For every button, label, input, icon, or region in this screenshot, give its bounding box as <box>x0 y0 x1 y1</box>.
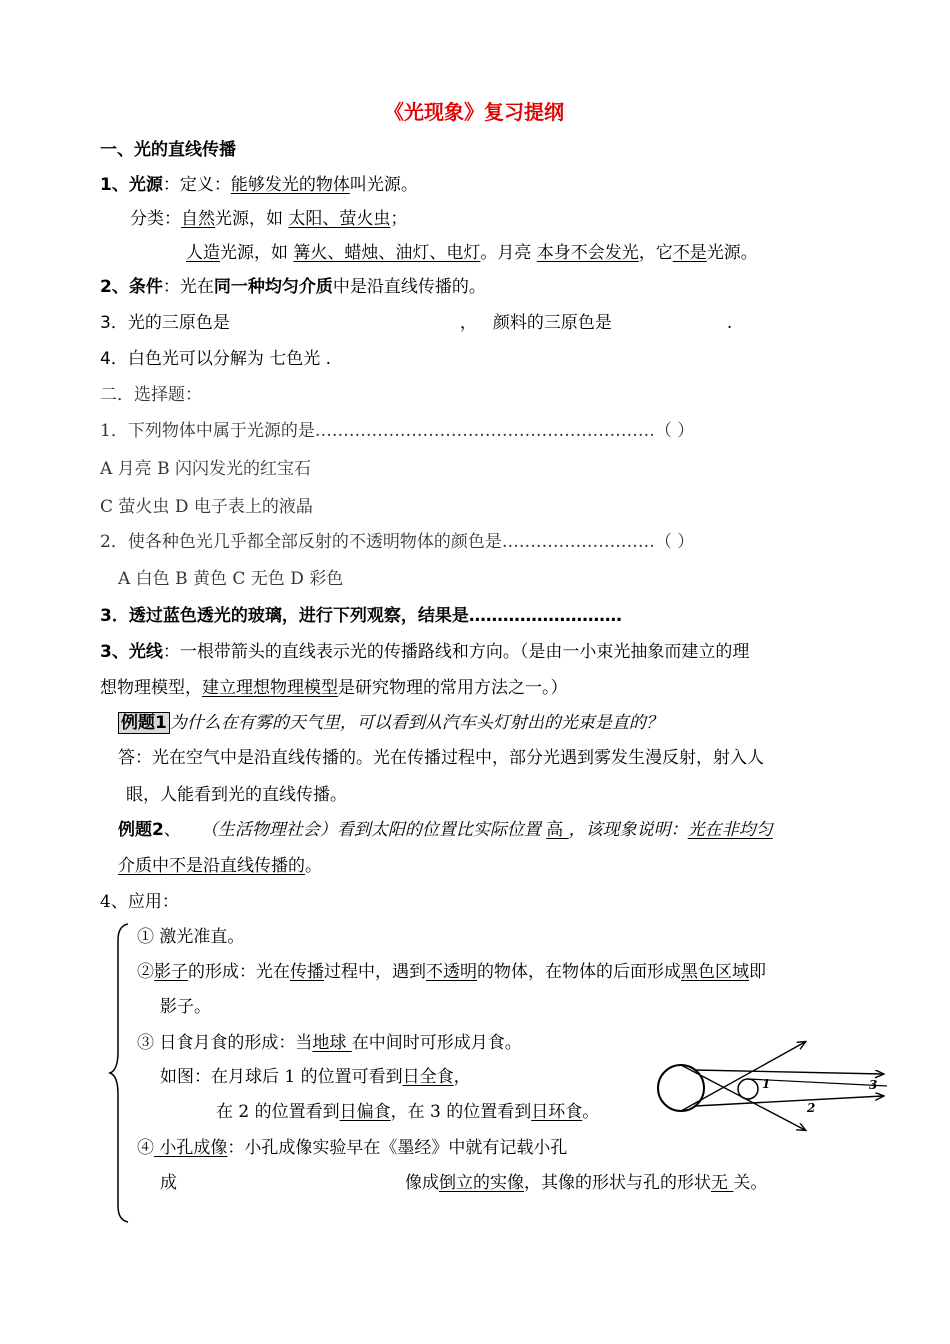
text: 为什么在有雾的天气里，可以看到从汽车头灯射出的光束是直的？ <box>169 713 663 733</box>
blank-answer: 传播 <box>290 962 324 982</box>
blank-answer: 介质中不是沿直线传播的 <box>118 856 305 876</box>
blank-answer: 地球 <box>312 1033 352 1053</box>
ray-line <box>681 1065 805 1130</box>
text: 即 <box>749 962 766 982</box>
text: 关。 <box>733 1173 768 1193</box>
application-heading: 4、应用： <box>100 892 179 912</box>
application-4-line1 <box>137 1136 567 1160</box>
text: ， <box>453 1067 471 1087</box>
blank-answer: 人造 <box>186 243 220 263</box>
text: 、 <box>163 820 181 840</box>
example2-line2 <box>118 854 322 878</box>
text: 。 <box>305 856 322 876</box>
text: 叫光源。 <box>349 175 418 195</box>
text: （生活物理社会）看到太阳的位置比实际位置 <box>200 820 547 840</box>
eclipse-figure-caption-2 <box>216 1100 599 1124</box>
page-title: 《光现象》复习提纲 <box>384 100 564 124</box>
text: 在中间时可形成月食。 <box>351 1033 522 1053</box>
text: 过程中，遇到 <box>324 962 426 982</box>
application-1: ① 激光准直。 <box>137 927 245 947</box>
ray-line <box>695 1096 883 1106</box>
question2-options: A 白色 B 黄色 C 无色 D 彩色 <box>118 569 344 589</box>
question3-stem: 3．透过蓝色透光的玻璃，进行下列观察，结果是……………………… <box>100 606 622 626</box>
blank-answer: 能够发光的物体 <box>230 175 350 195</box>
item1-category-natural <box>130 207 407 231</box>
text: ， <box>459 313 477 333</box>
text: ：定义： <box>162 175 231 195</box>
text: 的物体，在物体的后面形成 <box>477 962 681 982</box>
blank-answer: 黑色区域 <box>681 962 749 982</box>
blank-answer: 日偏食 <box>339 1102 391 1122</box>
item1-label: 1、光源 <box>100 175 163 195</box>
text: 分类： <box>130 209 181 229</box>
question1-stem: 1．下列物体中属于光源的是……………………………………………………（ ） <box>100 421 695 441</box>
text: 光源。 <box>706 243 758 263</box>
item1-definition <box>100 173 418 197</box>
text: 颜料的三原色是 <box>492 313 612 333</box>
example1-question <box>118 711 663 735</box>
eclipse-figure-caption-1 <box>160 1065 471 1089</box>
text: 光源，如 <box>215 209 289 229</box>
blank-answer: 不透明 <box>426 962 477 982</box>
text: 像成 <box>405 1173 439 1193</box>
item2-condition <box>100 275 486 299</box>
application-2-line1 <box>137 960 766 984</box>
text: 在 2 的位置看到 <box>216 1102 340 1122</box>
application-2-line2: 影子。 <box>160 997 211 1017</box>
blank-answer: 倒立的实像 <box>439 1173 524 1193</box>
text: ：小孔成像实验早在《墨经》中就有记载小孔 <box>227 1138 568 1158</box>
item2-label: 2、条件 <box>100 277 163 297</box>
ray-label: 3、光线 <box>100 642 163 662</box>
example-tag: 例题2 <box>118 820 164 840</box>
blank-answer: 日环食 <box>531 1102 583 1122</box>
application-3 <box>137 1031 522 1055</box>
blank-answer: 高 <box>546 820 569 840</box>
question1-options-cd: C 萤火虫 D 电子表上的液晶 <box>100 497 313 517</box>
text: ③ 日食月食的形成：当 <box>137 1033 313 1053</box>
text: 。 <box>582 1102 600 1122</box>
text: 成 <box>160 1173 177 1193</box>
figure-label-3: 3 <box>869 1078 878 1092</box>
blank-answer: 太阳、萤火虫 <box>288 209 391 229</box>
blank-answer: 日全食 <box>402 1067 454 1087</box>
text: ：光在 <box>162 277 214 297</box>
blank-answer: 建立理想物理模型 <box>202 678 338 698</box>
question1-options-ab: A 月亮 B 闪闪发光的红宝石 <box>100 459 311 479</box>
text: 的形成：光在 <box>188 962 290 982</box>
ray-line <box>695 1070 883 1074</box>
section2-heading: 二．选择题： <box>100 385 202 405</box>
application-4-line2 <box>160 1171 767 1195</box>
text: ，它 <box>638 243 673 263</box>
ray-definition-line1 <box>100 640 749 664</box>
figure-label-2: 2 <box>807 1101 816 1115</box>
blank-answer: 不是 <box>672 243 707 263</box>
figure-label-1: 1 <box>762 1077 771 1091</box>
example1-answer-line1: 答：光在空气中是沿直线传播的。光在传播过程中，部分光遇到雾发生漫反射，射入人 <box>118 748 764 768</box>
text: ：一根带箭头的直线表示光的传播路线和方向。（是由一小束光抽象而建立的理 <box>162 642 750 662</box>
blank-answer: 无 <box>711 1173 734 1193</box>
text: ④ <box>137 1138 154 1158</box>
text: 想物理模型， <box>100 678 202 698</box>
text: ，该现象说明： <box>568 820 688 840</box>
blank-answer: 影子 <box>154 962 188 982</box>
item4-white-light: 4．白色光可以分解为 七色光 . <box>100 349 332 369</box>
text: ，在 3 的位置看到 <box>390 1102 532 1122</box>
text: ，其像的形状与孔的形状 <box>524 1173 711 1193</box>
section1-heading: 一、光的直线传播 <box>100 140 236 160</box>
text: 如图：在月球后 1 的位置可看到 <box>160 1067 403 1087</box>
blank-answer: 自然 <box>181 209 215 229</box>
text: 3．光的三原色是 <box>100 313 230 333</box>
blank-answer: 本身不会发光 <box>536 243 639 263</box>
text: 光源，如 <box>220 243 294 263</box>
sun-circle <box>658 1065 704 1111</box>
ray-definition-line2 <box>100 676 568 700</box>
example2-question <box>118 818 773 842</box>
blank-answer: 小孔成像 <box>154 1138 228 1158</box>
emphasis: 同一种均匀介质 <box>213 277 333 297</box>
text: . <box>726 313 733 333</box>
text: 。月亮 <box>480 243 537 263</box>
blank-answer: 光在非均匀 <box>687 820 773 840</box>
blank-answer: 篝火、蜡烛、油灯、电灯 <box>293 243 481 263</box>
eclipse-diagram <box>655 1030 895 1145</box>
example-tag: 例题1 <box>118 712 170 734</box>
example1-answer-line2: 眼，人能看到光的直线传播。 <box>126 785 347 805</box>
text: 中是沿直线传播的。 <box>332 277 486 297</box>
text: ； <box>390 209 408 229</box>
item1-category-artificial <box>186 241 758 265</box>
left-brace-icon <box>108 922 134 1224</box>
question2-stem: 2．使各种色光几乎都全部反射的不透明物体的颜色是………………………（ ） <box>100 532 695 552</box>
item3-primary-colors <box>100 311 732 335</box>
text: 是研究物理的常用方法之一。） <box>338 678 568 698</box>
text: ② <box>137 962 154 982</box>
